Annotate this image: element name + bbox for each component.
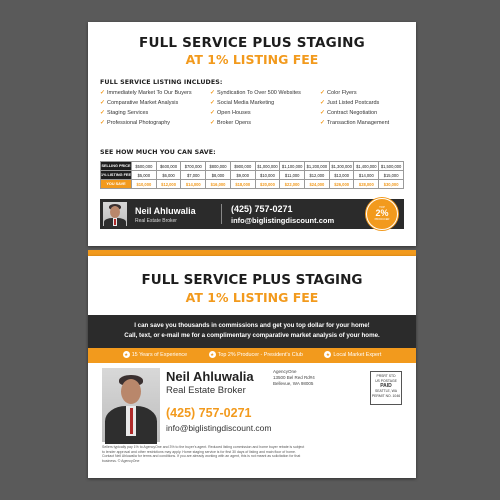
table-cell: $7,000 [181,171,206,180]
table-cell: $5,000 [132,171,157,180]
back-subheadline: AT 1% LISTING FEE [185,290,319,305]
table-cell: $8,000 [206,171,231,180]
checkmark-icon: ✓ [100,90,106,96]
row-label: YOU SAVE [101,180,132,189]
return-address: AgencyOne 13500 Bel Red Rd#4 Bellevue, WA 98005 [273,369,315,386]
feature-item: ✓ Staging Services [100,110,149,117]
agent-phone: (425) 757-0271 [231,204,293,214]
row-label: 1% LISTING FEE [101,171,132,180]
agent-phone: (425) 757-0271 [166,406,252,420]
agent-contact-bar [100,199,404,229]
agent-title: Real Estate Broker [166,385,246,396]
table-cell: $10,000 [132,180,157,189]
table-cell: $16,000 [206,180,231,189]
disclaimer-text: Sellers typically pay 1% to AgencyOne and 3% to the buyer's agent. Reduced listing commission and home buyer rebate is subject to lender approval and other restrictions may apply. Home staging service is for first 30 days of listing and main floor of home. Contact Neil Ahluwalia for terms and conditions. If you are already working with an agent, this is not meant as solicitation for that business. © AgencyOne [102,445,305,463]
feature-item: ✓ Contract Negotiation [320,110,378,117]
table-cell: $12,000 [156,180,181,189]
table-cell: $6,000 [156,171,181,180]
table-cell: $800,000 [206,162,231,171]
table-cell: $24,000 [305,180,330,189]
table-cell: $18,000 [230,180,255,189]
checkmark-icon: ✓ [210,90,216,96]
table-cell: $14,000 [181,180,206,189]
table-cell: $12,000 [305,171,330,180]
table-cell: $1,300,000 [329,162,354,171]
badge-bottom-text: PRODUCER [374,218,390,221]
pitch-line-2: Call, text, or e-mail me for a complimentary comparative market analysis of your home. [124,331,380,339]
table-cell: $9,000 [230,171,255,180]
checkmark-icon: ✓ [100,120,106,127]
savings-table [100,161,404,189]
agent-name: Neil Ahluwalia [166,369,254,384]
feature-item: ✓ Color Flyers [320,90,357,96]
table-cell: $1,400,000 [354,162,379,171]
table-cell: $22,000 [280,180,305,189]
feature-item: ✓ Professional Photography [100,120,171,127]
feature-item: ✓ Broker Opens [210,120,251,127]
postcard-front [88,22,416,246]
star-icon: ★ [124,352,129,358]
pitch-band [88,315,416,348]
front-subheadline: AT 1% LISTING FEE [185,52,319,67]
checkmark-icon: ✓ [100,110,106,117]
pitch-line-1: I can save you thousands in commissions and get you top dollar for your home! [134,322,370,329]
highlight-item: ★ Top 2% Producer - President's Club [210,352,303,358]
table-cell: $28,000 [354,180,379,189]
table-cell: $10,000 [255,171,280,180]
checkmark-icon: ✓ [210,100,216,107]
highlight-item: ★ Local Market Expert [325,352,382,358]
table-cell: $26,000 [329,180,354,189]
feature-item: ✓ Social Media Marketing [210,100,275,107]
table-cell: $11,000 [280,171,305,180]
table-cell: $600,000 [156,162,181,171]
feature-item: ✓ Syndication To Over 500 Websites [210,90,301,96]
badge-main-text: 2% [375,208,389,218]
table-cell: $30,000 [379,180,404,189]
savings-heading: SEE HOW MUCH YOU CAN SAVE: [100,149,216,156]
table-cell: $900,000 [230,162,255,171]
checkmark-icon: ✓ [320,110,326,117]
highlight-item: ★ 15 Years of Experience [124,352,188,358]
postcard-back [88,256,416,478]
table-cell: $1,000,000 [255,162,280,171]
checkmark-icon: ✓ [320,120,326,127]
table-cell: $1,500,000 [379,162,404,171]
feature-item: ✓ Just Listed Postcards [320,100,380,107]
includes-heading: FULL SERVICE LISTING INCLUDES: [100,79,223,86]
table-cell: $20,000 [255,180,280,189]
checkmark-icon: ✓ [100,100,106,107]
front-headline: FULL SERVICE PLUS STAGING [139,35,365,51]
back-headline: FULL SERVICE PLUS STAGING [141,272,363,288]
highlights-strip [88,348,416,363]
checkmark-icon: ✓ [210,110,216,117]
agent-title: Real Estate Broker [135,218,177,224]
table-row [101,171,404,180]
star-icon: ★ [325,352,330,358]
feature-item: ✓ Open Houses [210,110,251,117]
feature-item: ✓ Transaction Management [320,120,390,127]
table-cell: $1,200,000 [305,162,330,171]
table-cell: $14,000 [354,171,379,180]
checkmark-icon: ✓ [320,90,326,96]
agent-photo [103,202,127,226]
table-cell: $15,000 [379,171,404,180]
feature-item: ✓ Immediately Market To Our Buyers [100,90,192,96]
feature-item: ✓ Comparative Market Analysis [100,100,179,107]
badge-top-text: TOP [379,205,385,209]
agent-photo [102,368,160,442]
checkmark-icon: ✓ [320,100,326,107]
table-cell: $13,000 [329,171,354,180]
table-cell: $1,100,000 [280,162,305,171]
table-row [101,180,404,189]
postage-indicia: PRSRT STD US POSTAGE PAID SEATTLE, WA PERMIT NO. 1046 [370,371,402,405]
row-label: SELLING PRICE [101,162,132,171]
checkmark-icon: ✓ [210,120,216,127]
agent-name: Neil Ahluwalia [135,206,196,216]
table-cell: $500,000 [132,162,157,171]
agent-email: info@biglistingdiscount.com [231,216,335,225]
star-icon: ★ [210,352,215,358]
features-list [100,89,410,128]
table-row [101,162,404,171]
agent-email: info@biglistingdiscount.com [166,423,272,433]
top-producer-badge-icon [366,198,398,230]
divider [221,204,222,224]
table-cell: $700,000 [181,162,206,171]
